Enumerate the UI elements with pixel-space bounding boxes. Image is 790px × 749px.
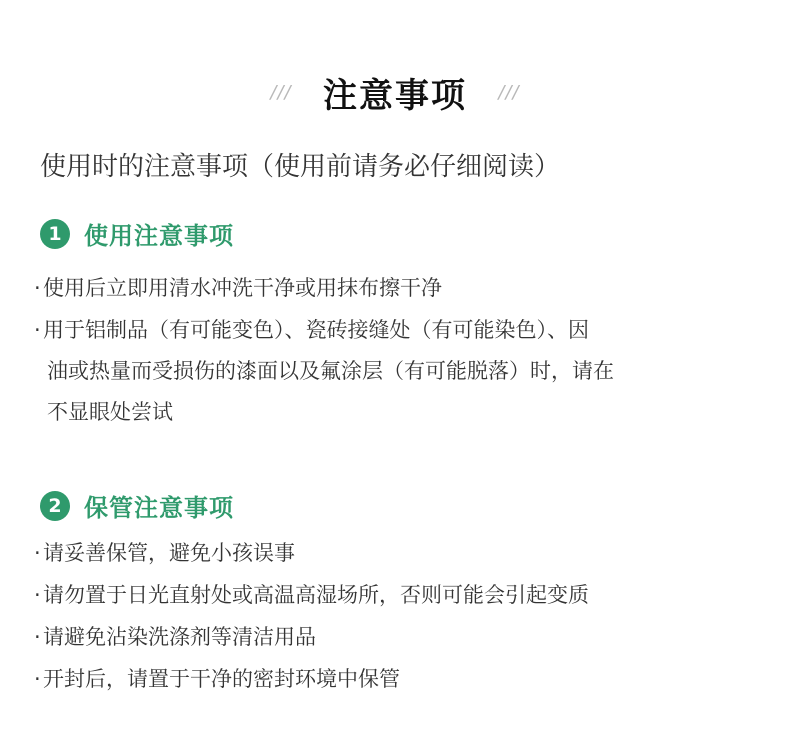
list-item-text: 请避免沾染洗涤剂等清洁用品 bbox=[43, 625, 316, 649]
bullet-icon: · bbox=[34, 276, 41, 300]
section-number-badge: 1 bbox=[40, 219, 70, 249]
bullet-icon: · bbox=[34, 541, 41, 565]
right-slash-decoration: /// bbox=[498, 81, 520, 103]
list-item-text: 请妥善保管，避免小孩误事 bbox=[43, 541, 295, 565]
list-item bbox=[34, 539, 295, 567]
list-item bbox=[34, 623, 316, 651]
left-slash-decoration: /// bbox=[270, 81, 292, 103]
list-item-text: 开封后，请置于干净的密封环境中保管 bbox=[43, 667, 400, 691]
section-title: 保管注意事项 bbox=[84, 494, 234, 522]
section-title: 使用注意事项 bbox=[84, 222, 234, 250]
list-item bbox=[34, 316, 589, 344]
section-number-badge: 2 bbox=[40, 491, 70, 521]
list-item-text: 请勿置于日光直射处或高温高湿场所，否则可能会引起变质 bbox=[43, 583, 589, 607]
title-row bbox=[0, 66, 790, 118]
list-item bbox=[34, 274, 442, 302]
bullet-icon: · bbox=[34, 667, 41, 691]
list-item-text: 用于铝制品（有可能变色）、瓷砖接缝处（有可能染色）、因 bbox=[43, 318, 589, 342]
bullet-icon: · bbox=[34, 625, 41, 649]
bullet-icon: · bbox=[34, 318, 41, 342]
page-subtitle: 使用时的注意事项（使用前请务必仔细阅读） bbox=[40, 152, 561, 182]
list-item bbox=[34, 581, 589, 609]
section-heading-usage bbox=[40, 216, 234, 251]
bullet-icon: · bbox=[34, 583, 41, 607]
list-item bbox=[34, 665, 400, 693]
list-item-continuation: 不显眼处尝试 bbox=[47, 400, 173, 424]
list-item-continuation: 油或热量而受损伤的漆面以及氟涂层（有可能脱落）时，请在 bbox=[47, 359, 614, 383]
section-heading-storage bbox=[40, 488, 234, 523]
page-title: 注意事项 bbox=[323, 75, 467, 116]
list-item-text: 使用后立即用清水冲洗干净或用抹布擦干净 bbox=[43, 276, 442, 300]
